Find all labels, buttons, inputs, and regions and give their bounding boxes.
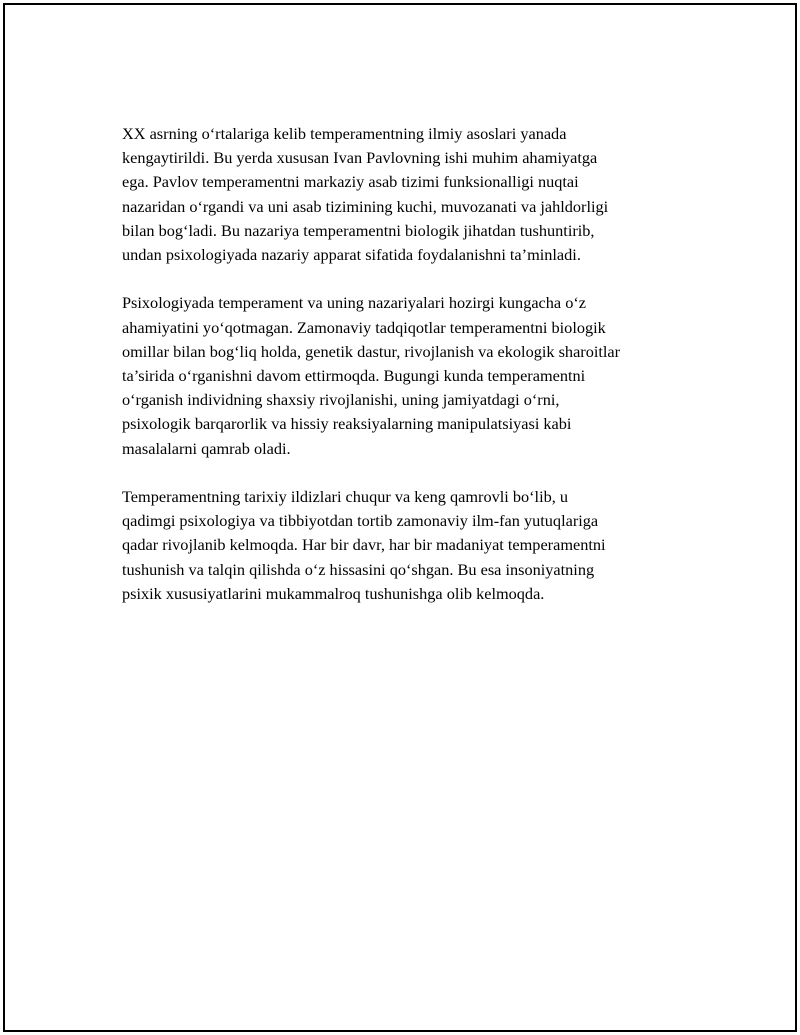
- text-line: Temperamentning tarixiy ildizlari chuqur va keng qamrovli bo‘lib, u: [122, 487, 569, 507]
- document-page: [3, 3, 797, 1032]
- text-line: ta’sirida o‘rganishni davom ettirmoqda. Bugungi kunda temperamentni: [122, 366, 586, 386]
- text-line: psixik xususiyatlarini mukammalroq tushunishga olib kelmoqda.: [122, 583, 545, 603]
- text-line: Psixologiyada temperament va uning nazariyalari hozirgi kungacha o‘z: [122, 293, 587, 313]
- text-line: o‘rganish individning shaxsiy rivojlanishi, uning jamiyatdagi o‘rni,: [122, 390, 560, 410]
- paragraph-2: [122, 291, 702, 460]
- text-line: XX asrning o‘rtalariga kelib temperamentning ilmiy asoslari yanada: [122, 124, 567, 143]
- text-line: qadar rivojlanib kelmoqda. Har bir davr, har bir madaniyat temperamentni: [122, 535, 606, 555]
- text-line: qadimgi psixologiya va tibbiyotdan tortib zamonaviy ilm-fan yutuqlariga: [122, 511, 599, 531]
- text-line: kengaytirildi. Bu yerda xususan Ivan Pavlovning ishi muhim ahamiyatga: [122, 148, 598, 168]
- text-line: undan psixologiyada nazariy apparat sifatida foydalanishni ta’minladi.: [122, 245, 581, 265]
- text-line: ahamiyatini yo‘qotmagan. Zamonaviy tadqiqotlar temperamentni biologik: [122, 317, 606, 337]
- paragraph-3: [122, 485, 702, 606]
- text-line: nazaridan o‘rgandi va uni asab tizimining kuchi, muvozanati va jahldorligi: [122, 196, 609, 216]
- text-line: bilan bog‘ladi. Bu nazariya temperamentni biologik jihatdan tushuntirib,: [122, 220, 595, 240]
- text-line: psixologik barqarorlik va hissiy reaksiyalarning manipulatsiyasi kabi: [122, 414, 572, 434]
- text-line: masalalarni qamrab oladi.: [122, 438, 291, 458]
- text-line: tushunish va talqin qilishda o‘z hissasini qo‘shgan. Bu esa insoniyatning: [122, 559, 595, 579]
- text-line: ega. Pavlov temperamentni markaziy asab tizimi funksionalligi nuqtai: [122, 172, 579, 192]
- paragraph-1: [122, 122, 702, 267]
- text-line: omillar bilan bog‘liq holda, genetik dastur, rivojlanish va ekologik sharoitlar: [122, 341, 621, 361]
- document-body: [122, 122, 702, 630]
